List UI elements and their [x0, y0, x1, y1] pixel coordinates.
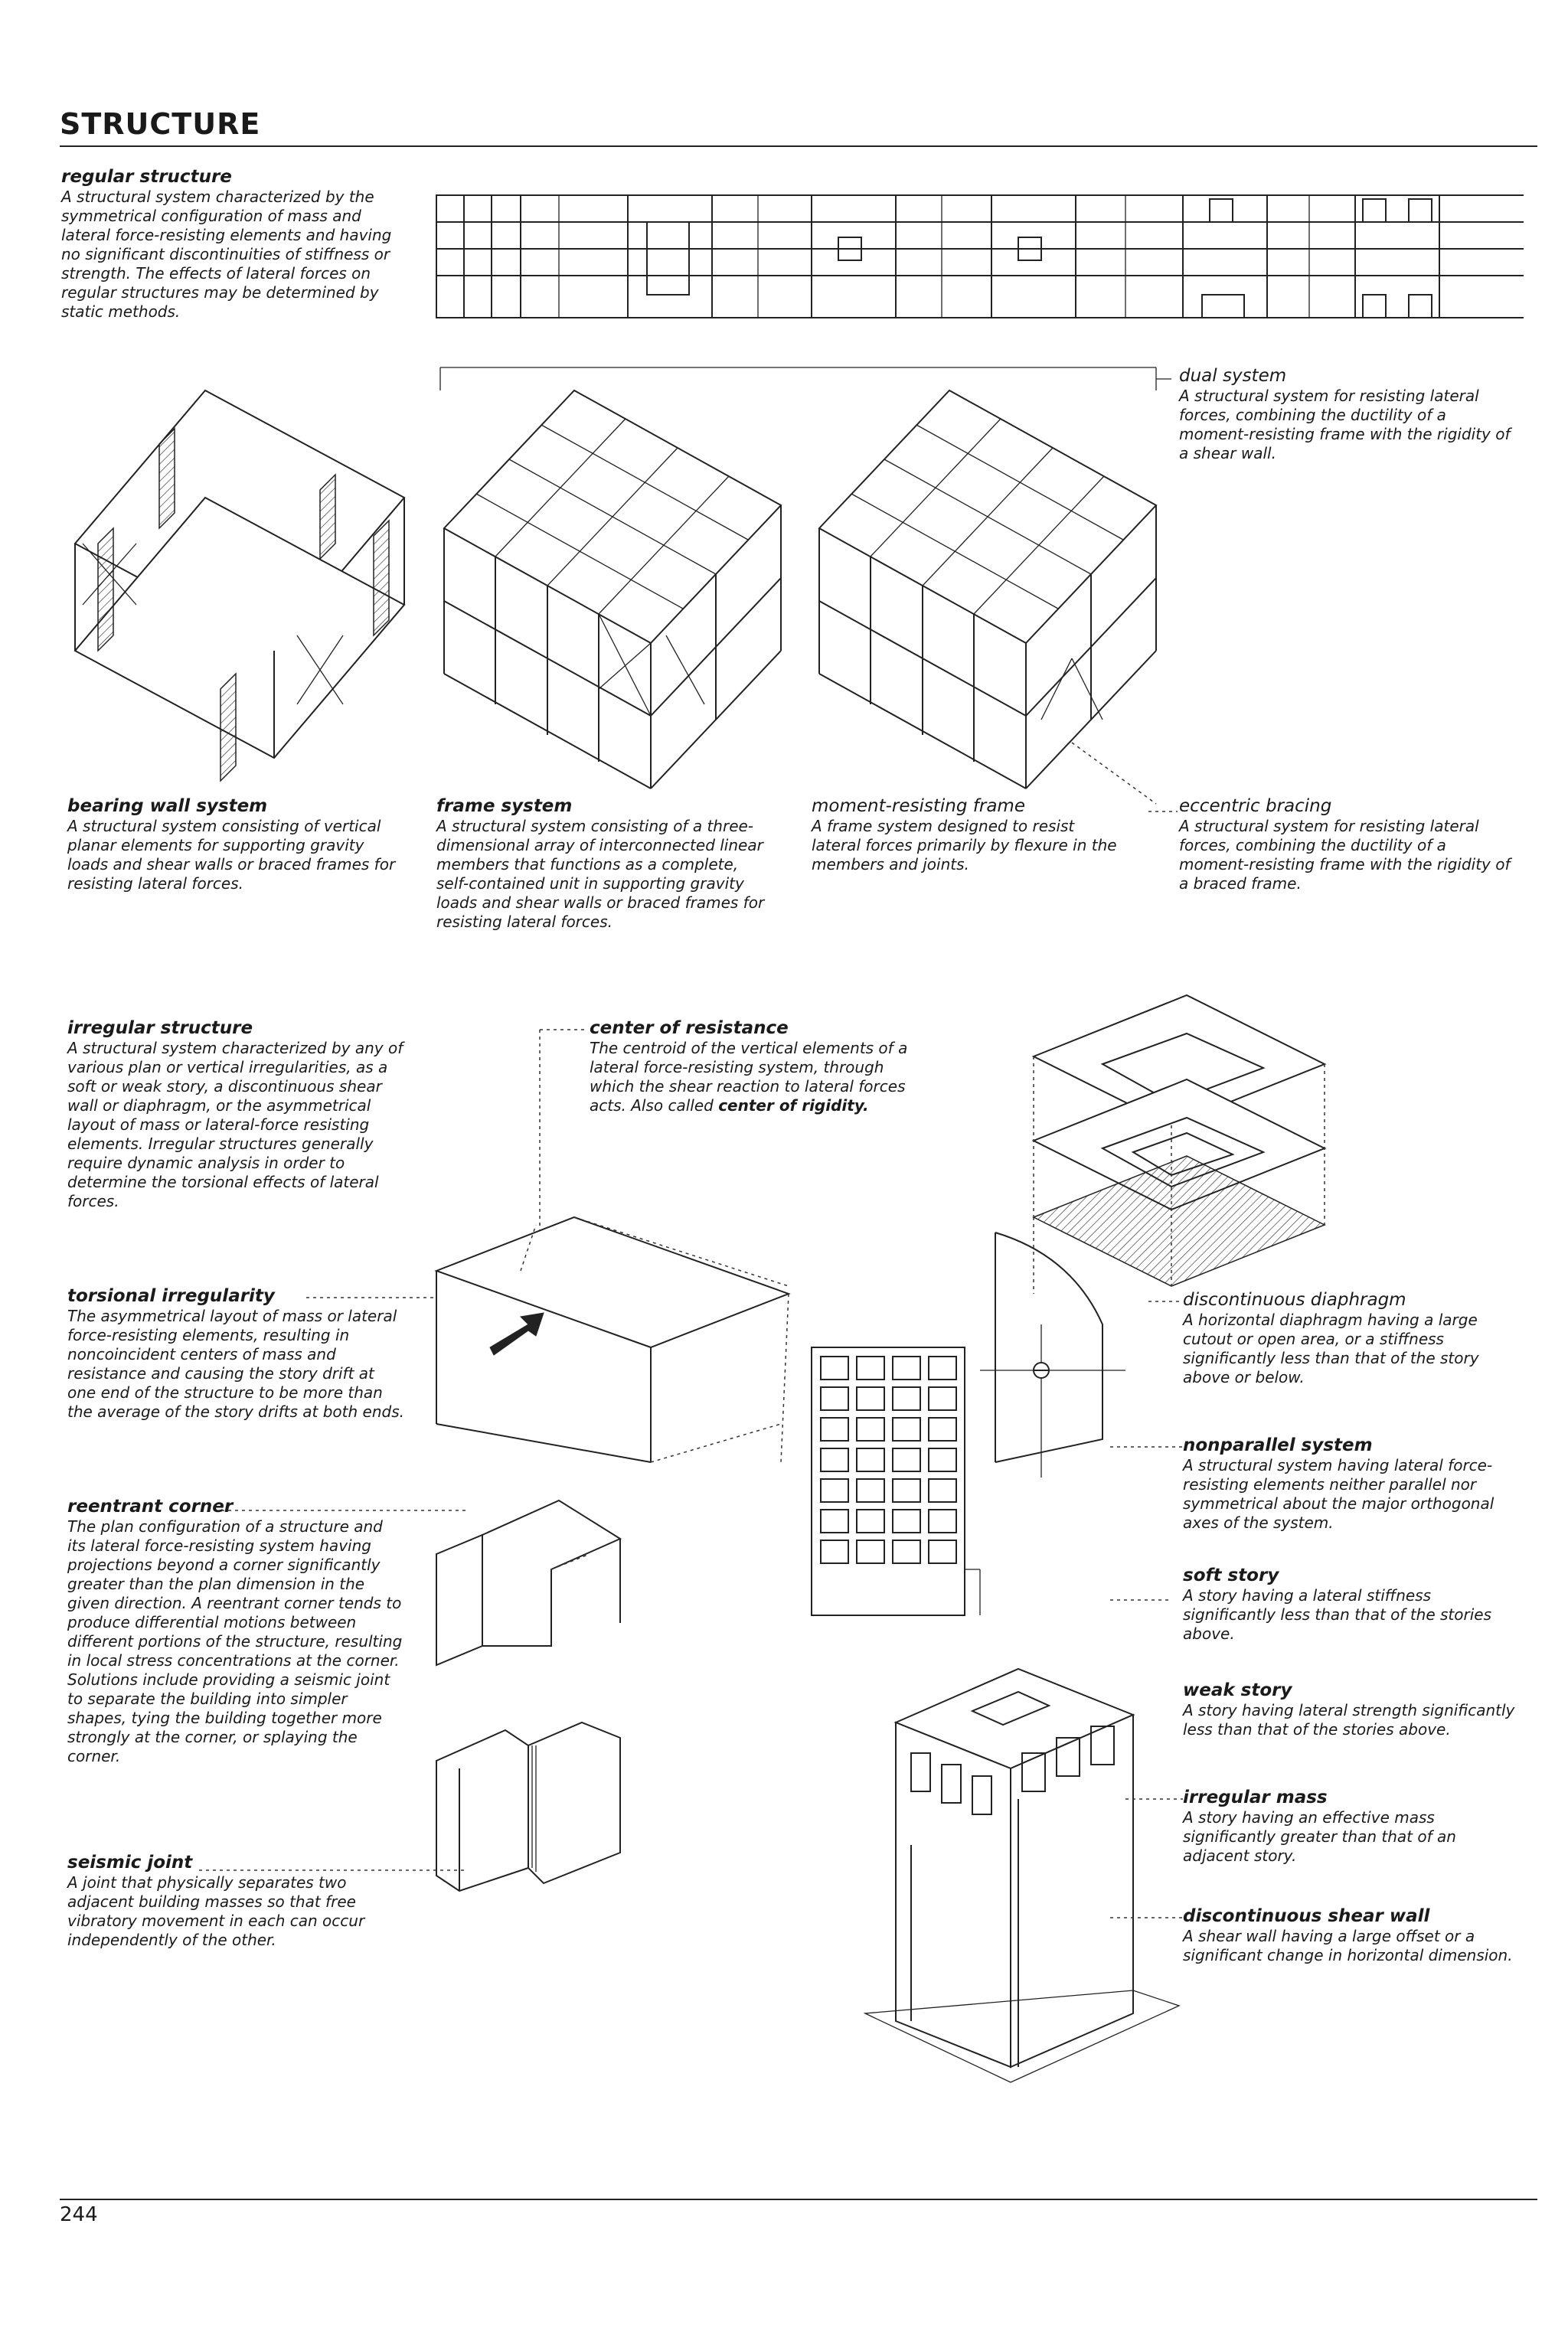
seismic-joint-drawing: [429, 1715, 628, 1891]
header-rule: [60, 145, 1537, 147]
frame-system-drawing: [436, 383, 789, 796]
entry-frame-system: [436, 796, 766, 932]
definition-bearing-wall-system: A structural system consisting of vertical planar elements for supporting gravity loads and shear walls or braced frames for resisting lateral forces.: [67, 817, 396, 893]
term-torsional-irregularity: torsional irregularity: [67, 1286, 275, 1306]
term-irregular-mass: irregular mass: [1183, 1788, 1328, 1807]
entry-discontinuous-diaphragm: [1183, 1290, 1520, 1387]
entry-regular-structure: [61, 167, 398, 322]
moment-resisting-frame-drawing: [812, 383, 1164, 796]
term-weak-story: weak story: [1183, 1680, 1292, 1700]
soft-story-building-drawing: [804, 1340, 980, 1623]
term-irregular-structure: irregular structure: [67, 1018, 253, 1038]
term-reentrant-corner: reentrant corner: [67, 1497, 234, 1517]
entry-weak-story: [1183, 1680, 1520, 1739]
eccentric-bracing-leader: [1148, 808, 1179, 815]
term-eccentric-bracing: eccentric bracing: [1179, 796, 1332, 816]
definition-irregular-structure: A structural system characterized by any of various plan or vertical irregularities, as a soft or weak story, a discontinuous shear wall or diaphragm, or the asymmetrical layout of mass or lateral-force resisting elements. Irregular structures generally require dynamic analysis in order to determine the torsional effects of lateral forces.: [67, 1039, 403, 1210]
definition-discontinuous-shear-wall: A shear wall having a large offset or a significant change in horizontal dimension.: [1183, 1927, 1513, 1964]
definition-torsional-irregularity: The asymmetrical layout of mass or lateral force-resisting elements, resulting in noncoincident centers of mass and resistance and causing the story drift at one end of the structure to be more than the average of the story drifts at both ends.: [67, 1307, 404, 1421]
term-discontinuous-shear-wall: discontinuous shear wall: [1183, 1906, 1430, 1926]
definition-dual-system: A structural system for resisting lateral forces, combining the ductility of a moment-resisting frame with the rigidity of a shear wall.: [1179, 387, 1511, 462]
entry-center-of-resistance: [590, 1018, 926, 1115]
right-column-leaders: [1110, 1301, 1187, 1990]
definition-irregular-mass: A story having an effective mass significantly greater than that of an adjacent story.: [1183, 1808, 1456, 1865]
definition-nonparallel-system: A structural system having lateral force-resisting elements neither parallel nor symmetrical about the major orthogonal axes of the system.: [1183, 1456, 1494, 1532]
center-of-rigidity-term: center of rigidity.: [718, 1096, 869, 1115]
entry-irregular-mass: [1183, 1788, 1520, 1866]
definition-seismic-joint: A joint that physically separates two adjacent building masses so that free vibratory movement in each can occur independently of the other.: [67, 1873, 365, 1949]
definition-eccentric-bracing: A structural system for resisting lateral forces, combining the ductility of a moment-resisting frame with the rigidity of a braced frame.: [1179, 817, 1511, 893]
term-moment-resisting-frame: moment-resisting frame: [812, 796, 1025, 816]
term-dual-system: dual system: [1179, 366, 1287, 386]
entry-reentrant-corner: [67, 1497, 404, 1766]
definition-center-of-resistance-text: The centroid of the vertical elements of a lateral force-resisting system, through which the shear reaction to lateral forces acts. Also called: [590, 1039, 908, 1115]
term-seismic-joint: seismic joint: [67, 1853, 193, 1873]
page-number: 244: [60, 2203, 98, 2226]
definition-center-of-resistance: [590, 1039, 926, 1115]
term-nonparallel-system: nonparallel system: [1183, 1435, 1373, 1455]
footer-rule: [60, 2199, 1537, 2200]
entry-seismic-joint: [67, 1853, 404, 1950]
entry-discontinuous-shear-wall: [1183, 1906, 1520, 1965]
definition-reentrant-corner: The plan configuration of a structure and its lateral force-resisting system having projections beyond a corner significantly greater than the plan dimension in the given direction. A reentrant corner tends to produce differential motions between different portions of the structure, resulting in local stress concentrations at the corner. Solutions include providing a seismic joint to separate the building into simpler shapes, tying the building together more strongly at the corner, or splaying the corner.: [67, 1517, 403, 1765]
reentrant-corner-drawing: [429, 1493, 628, 1692]
definition-frame-system: A structural system consisting of a three-dimensional array of interconnected linear members that functions as a complete, self-contained unit in supporting gravity loads and shear walls or braced frames for resisting lateral forces.: [436, 817, 765, 931]
term-center-of-resistance: center of resistance: [590, 1018, 789, 1038]
definition-weak-story: A story having lateral strength significantly less than that of the stories above.: [1183, 1701, 1515, 1739]
definition-moment-resisting-frame: A frame system designed to resist lateral forces primarily by flexure in the members and joints.: [812, 817, 1117, 873]
definition-regular-structure: A structural system characterized by the symmetrical configuration of mass and lateral force-resisting elements and having no significant discontinuities of stiffness or strength. The effects of lateral forces on regular structures may be determined by static methods.: [61, 188, 392, 321]
entry-moment-resisting-frame: [812, 796, 1118, 874]
bearing-wall-system-drawing: [67, 383, 412, 796]
term-soft-story: soft story: [1183, 1566, 1279, 1585]
page-title: STRUCTURE: [60, 107, 261, 141]
entry-torsional-irregularity: [67, 1286, 404, 1422]
regular-structure-elevation: [436, 191, 1539, 329]
entry-dual-system: [1179, 366, 1516, 463]
term-discontinuous-diaphragm: discontinuous diaphragm: [1183, 1290, 1406, 1310]
entry-soft-story: [1183, 1566, 1520, 1644]
entry-irregular-structure: [67, 1018, 404, 1211]
definition-soft-story: A story having a lateral stiffness significantly less than that of the stories above.: [1183, 1586, 1491, 1643]
definition-discontinuous-diaphragm: A horizontal diaphragm having a large cutout or open area, or a stiffness significantly less than that of the story above or below.: [1183, 1311, 1479, 1386]
entry-nonparallel-system: [1183, 1435, 1520, 1533]
torsional-irregularity-drawing: [429, 1210, 796, 1462]
term-bearing-wall-system: bearing wall system: [67, 796, 268, 816]
term-frame-system: frame system: [436, 796, 573, 816]
entry-eccentric-bracing: [1179, 796, 1516, 893]
entry-bearing-wall-system: [67, 796, 397, 893]
term-regular-structure: regular structure: [61, 167, 232, 187]
